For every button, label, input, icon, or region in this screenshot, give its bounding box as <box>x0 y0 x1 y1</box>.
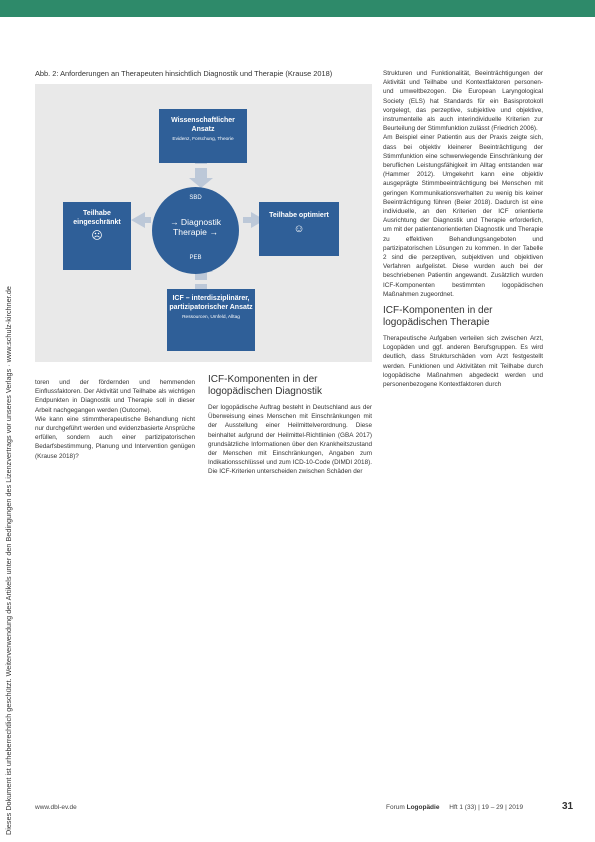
frown-icon: ☹ <box>91 230 103 242</box>
col3-paragraph-2: Am Beispiel einer Patientin aus der Praxis zeigte sich, dass bei objektiv kleinerer Beeinträchtigung der Stimmfunktion eine schwerwiegende Einschränkung der beruflichen Leistungsfähigkeit im Alltag entstanden war (Hammer 2012). Umgekehrt kann eine objektiv ausgeprägte Stimmbeeinträchtigung bei Menschen mit geringen Kommunikationsverhalten zu wenig bis keiner Beeinträchtigung führen (Beier 2018). Dadurch ist eine individuelle, an den Kriterien der ICF orientierte Ausrichtung der Diagnostik und Therapie erforderlich, um mit der patientenorientierten Diagnostik und Therapie zu effektiven Behandlungsangeboten und partizipatorischen Lösungen zu kommen. In der Tabelle 2 sind die perzeptiven, subjektiven und objektiven Verfahren aufgelistet. Diese wurden auch bei der beschriebenen Patientin angewandt. Zusätzlich wurden ICF-Komponenten bestimmten logopädischen Maßnahmen zugeordnet. <box>383 134 543 298</box>
box-icf-approach <box>167 289 255 351</box>
journal-issue: Hft 1 (33) | 19 – 29 | 2019 <box>449 804 524 811</box>
arrow-left <box>131 212 151 228</box>
column-middle <box>208 374 372 477</box>
box-participation-optimized <box>259 202 339 256</box>
journal-name-b: Logopädie <box>406 804 440 811</box>
copyright-side-notice: Dieses Dokument ist urheberrechtlich geschützt. Weiterverwendung des Artikels unter den Bedingungen des Lizenzvertrags vor unseres Verlags · www.schulz-kirchner.de <box>4 286 13 835</box>
box-scientific-sub: Evidenz, Forschung, Theorie <box>172 137 234 142</box>
center-circle <box>152 187 239 274</box>
col1-paragraph-2: Wie kann eine stimmtherapeutische Behandlung nicht nur durchgeführt werden und evidenzbasierte Ansprüche erfüllen, sondern auch einer partizipatorischen Bedarfsbestimmung, Planung und Intervention genügen (Krause 2018)? <box>35 415 195 460</box>
journal-name-a: Forum <box>386 804 407 811</box>
col2-paragraph-1: Der logopädische Auftrag besteht in Deutschland aus der Überweisung eines Menschen mit Einschränkungen mit der Ausstellung einer Heilmittelverordnung. Diese beinhaltet aufgrund der Heilmittel-Richtlinien (GBA 2017) grundsätzliche Informationen über den Krankheitszustand der Menschen mit Einschränkungen, Angaben zum Indikationsschlüssel und zum ICD-10-Code (DIMDI 2018). Die ICF-Kriterien unterscheiden zwischen Schäden der <box>208 404 372 476</box>
figure-diagram <box>35 84 372 362</box>
center-top-label: SBD <box>189 195 202 201</box>
box-scientific-approach <box>159 109 247 163</box>
page-number: 31 <box>562 801 574 812</box>
box-optimized-title: Teilhabe optimiert <box>269 212 329 219</box>
figure-caption: Abb. 2: Anforderungen an Therapeuten hinsichtlich Diagnostik und Therapie (Krause 2018) <box>35 69 333 78</box>
center-bottom-label: PEB <box>189 255 202 261</box>
footer-url[interactable]: www.dbl-ev.de <box>35 804 77 811</box>
smile-icon: ☺ <box>293 222 305 235</box>
col3-paragraph-1: Strukturen und Funktionalität, Beeinträchtigungen der Aktivität und Teilhabe und Kontextfaktoren personen- und umweltbezogen. Die European Laryngological Society (ELS) hat Standards für ein Basisprotokoll vorgelegt, das perzeptive, subjektive und objektive, instrumentelle als auch interindividuelle Kriterien zur Beurteilung der Stimmfunktion zulässt (Friedrich 2006). <box>383 70 543 133</box>
top-color-bar <box>0 0 595 17</box>
column-left <box>35 378 195 461</box>
box-participation-restricted <box>63 202 131 270</box>
column-right <box>383 69 543 389</box>
col1-paragraph-1: toren und der fördernden und hemmenden Einflussfaktoren. Der Aktivität und Teilhabe als wichtigen Endpunkten in Diagnostik und Therapie soll in dieser Arbeit nachgegangen werden (Outcome). <box>35 379 195 414</box>
box-restricted-title: Teilhabe eingeschränkt <box>73 210 121 226</box>
arrow-top-lower <box>189 168 213 188</box>
box-scientific-title: Wissenschaftlicher Ansatz <box>171 117 235 133</box>
center-main-label: → Diagnostik Therapie → <box>169 217 222 237</box>
col2-heading: ICF-Komponenten in der logopädischen Diagnostik <box>208 374 322 397</box>
box-icf-title: ICF – interdisziplinärer, partizipatorischer Ansatz <box>169 295 253 311</box>
footer-journal <box>386 804 523 811</box>
col3-paragraph-3: Therapeutische Aufgaben verteilen sich zwischen Arzt, Logopäden und ggf. anderen Berufsgruppen. Es wird deutlich, dass Strukturschäden vom Arzt festgestellt werden. Funktionen und Aktivitäten mit Teilhabe durch logopädische Maßnahmen abgedeckt werden und personenbezogene Kontextfaktoren durch <box>383 335 543 389</box>
col3-heading: ICF-Komponenten in der logopädischen Therapie <box>383 305 493 328</box>
box-icf-sub: Ressourcen, Umfeld, Alltag <box>182 315 240 320</box>
